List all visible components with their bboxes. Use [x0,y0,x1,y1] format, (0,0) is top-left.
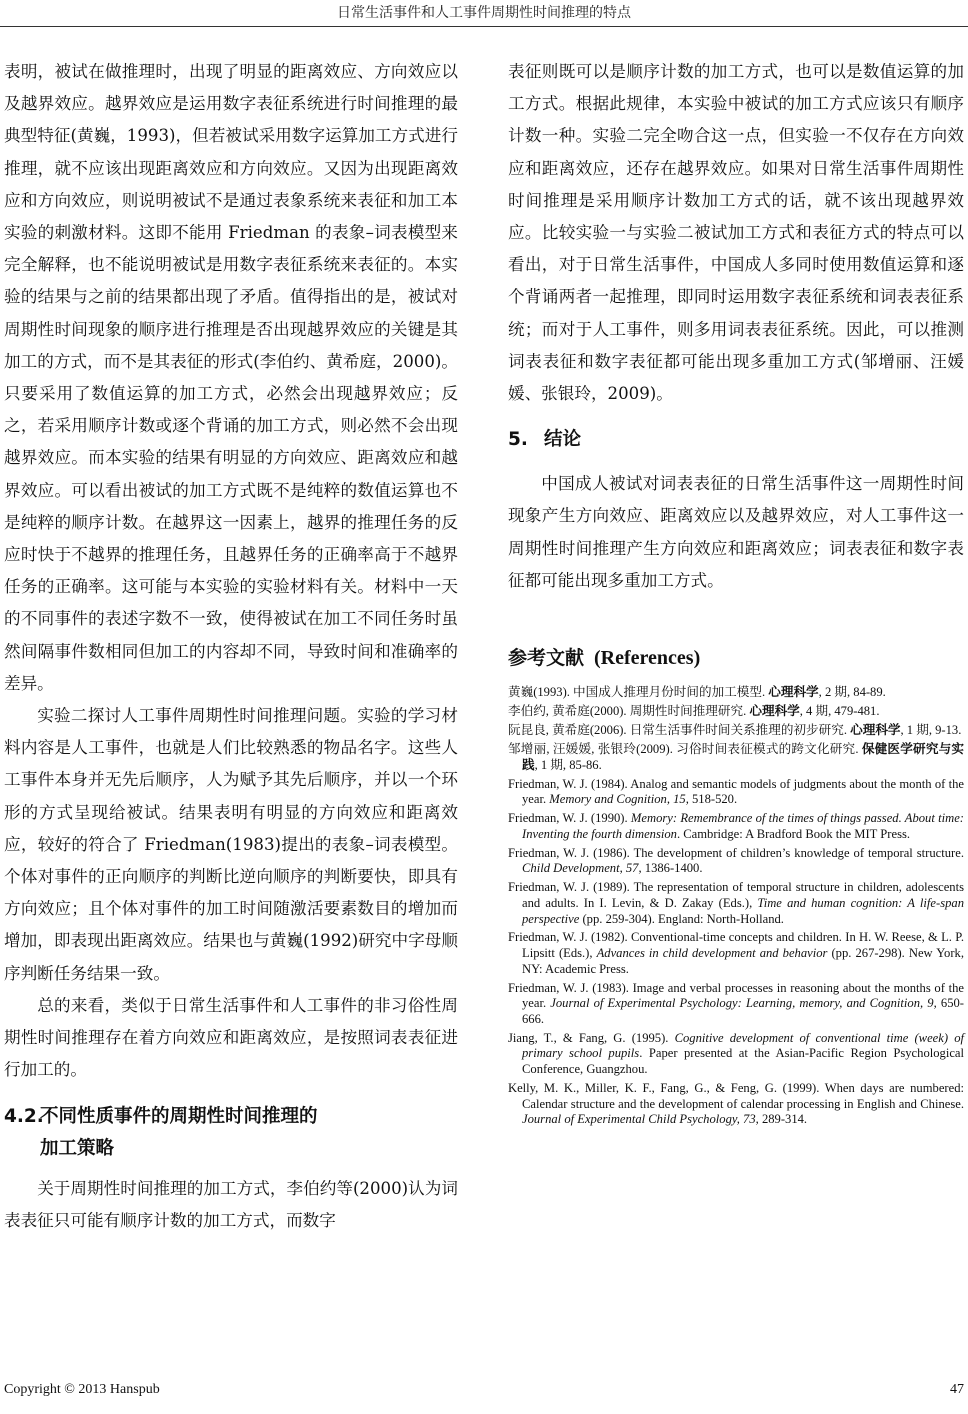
reference-item [508,777,964,808]
paragraph: 实验二探讨人工事件周期性时间推理问题。实验的学习材料内容是人工事件，也就是人们比较熟悉的物品名字。这些人工事件本身并无先后顺序，人为赋予其先后顺序，并以一个环形的方式呈现给被试。结果表明有明显的方向效应和距离效应，较好的符合了 Friedman(1983)提出的表象–词表模型。个体对事件的正向顺序的判断比逆向顺序的判断要快，即具有方向效应；且个体对事件的加工时间随激活要素数目的增加而增加，即表现出距离效应。结果也与黄巍(1992)研究中字母顺序判断任务结果一致。 [4,706,458,983]
reference-bold: 保健医学研究与实践 [522,742,964,772]
reference-item [508,880,964,927]
reference-pre: Kelly, M. K., Miller, K. F., Fang, G., & Feng, G. (1999). When days are numbered: Calendar structure and the development of calendar processing in English and Chinese. [508,1081,964,1111]
reference-pre: Friedman, W. J. (1989). The representation of temporal structure in children, adolescents and adults. In I. Levin, & D. Zakay (Eds.), [508,880,964,910]
reference-item [508,1081,964,1128]
conclusion-title: 结论 [544,429,582,451]
reference-item [508,930,964,977]
reference-bold: 心理科学 [749,704,800,719]
reference-pre: 李伯约, 黄希庭(2000). 周期性时间推理研究. [508,704,750,719]
reference-item [508,981,964,1028]
reference-ital: Time and human cognition: A life-span perspective [522,895,965,926]
reference-list [508,685,964,1128]
reference-pre: Friedman, W. J. (1990). [508,811,631,826]
reference-post: , 1 期, 9-13. [900,723,962,738]
copyright: Copyright © 2013 Hanspub [4,1382,160,1397]
section-title-line1: 不同性质事件的周期性时间推理的 [40,1105,318,1127]
conclusion-number: 5. [508,429,528,451]
reference-pre: Friedman, W. J. (1986). The development of children’s knowledge of temporal structure. [508,845,964,860]
reference-item [508,742,964,773]
reference-ital: Memory: Remembrance of the times of things passed. About time: Inventing the fourth dimension [522,811,964,841]
references-title-cn: 参考文献 [508,647,585,670]
references-title-en: (References) [594,647,701,670]
section-heading [4,1101,458,1165]
reference-post: 289-314. [758,1112,808,1127]
page-number: 47 [950,1382,964,1397]
reference-post: , 2 期, 84-89. [818,685,886,700]
reference-ital: Cognitive development of conventional time (week) of primary school pupils [522,1030,964,1061]
left-column [4,56,458,1237]
reference-post: , 1 期, 85-86. [534,757,602,772]
reference-post: , 4 期, 479-481. [799,704,880,719]
reference-item [508,685,964,701]
paragraph: 中国成人被试对词表表征的日常生活事件这一周期性时间现象产生方向效应、距离效应以及越界效应，对人工事件这一周期性时间推理产生方向效应和距离效应；词表表征和数字表征都可能出现多重加工方式。 [508,474,964,590]
reference-item [508,723,964,739]
reference-post: . Cambridge: A Bradford Book the MIT Press. [676,826,911,841]
right-column [508,56,964,1131]
references-heading [508,643,964,673]
paragraph: 表征则既可以是顺序计数的加工方式，也可以是数值运算的加工方式。根据此规律，本实验中被试的加工方式应该只有顺序计数一种。实验二完全吻合这一点，但实验一不仅存在方向效应和距离效应，还存在越界效应。如果对日常生活事件周期性时间推理是采用顺序计数加工方式的话，就不该出现越界效应。比较实验一与实验二被试加工方式和表征方式的特点可以看出，对于日常生活事件，中国成人多同时使用数值运算和逐个背诵两者一起推理，即同时运用数字表征系统和词表表征系统；而对于人工事件，则多用词表表征系统。因此，可以推测词表表征和数字表征都可能出现多重加工方式(邹增丽、汪媛媛、张银玲，2009)。 [508,62,964,404]
reference-bold: 心理科学 [768,685,819,700]
paragraph: 总的来看，类似于日常生活事件和人工事件的非习俗性周期性时间推理存在着方向效应和距离效应，是按照词表表征进行加工的。 [4,995,458,1080]
reference-post: 518-520. [688,792,738,807]
paragraph: 关于周期性时间推理的加工方式，李伯约等(2000)认为词表表征只可能有顺序计数的加工方式，而数字 [4,1178,458,1230]
reference-item [508,811,964,842]
paragraph: 表明，被试在做推理时，出现了明显的距离效应、方向效应以及越界效应。越界效应是运用数字表征系统进行时间推理的最典型特征(黄巍，1993)，但若被试采用数字运算加工方式进行推理，就不应该出现距离效应和方向效应。又因为出现距离效应和方向效应，则说明被试不是通过表象系统来表征和加工本实验的刺激材料。这即不能用 Friedman 的表象–词表模型来完全解释，也不能说明被试是用数字表征系统来表征的。本实验的结果与之前的结果都出现了矛盾。值得指出的是，被试对周期性时间现象的顺序进行推理是否出现越界效应的关键是其加工的方式，而不是其表征的形式(李伯约、黄希庭，2000)。只要采用了数值运算的加工方式，必然会出现越界效应；反之，若采用顺序计数或逐个背诵的加工方式，则必然不会出现越界效应。而本实验的结果有明显的方向效应、距离效应和越界效应。可以看出被试的加工方式既不是纯粹的数值运算也不是纯粹的顺序计数。在越界这一因素上，越界的推理任务的反应时快于不越界的推理任务，且越界任务的正确率高于不越界任务的正确率。这可能与本实验的实验材料有关。材料中一天的不同事件的表述字数不一致，使得被试在加工不同任务时虽然间隔事件数相同但加工的内容却不同，导致时间和准确率的差异。 [4,62,458,693]
section-title-line2: 加工策略 [40,1137,115,1159]
section-number: 4.2. [4,1105,44,1127]
reference-pre: 黄巍(1993). 中国成人推理月份时间的加工模型. [508,685,769,700]
reference-post: (pp. 267-298). New York, NY: Academic Press. [522,946,964,976]
reference-ital: Memory and Cognition, 15, [549,792,689,807]
reference-post: 1386-1400. [641,861,703,876]
reference-item [508,704,964,720]
reference-bold: 心理科学 [850,723,901,738]
reference-ital: Journal of Experimental Psychology: Learning, memory, and Cognition, 9, [550,996,937,1011]
reference-ital: Child Development, 57, [522,861,642,876]
reference-post: . Paper presented at the Asian-Pacific Region Psychological Conference, Guangzhou. [522,1046,965,1077]
reference-post: 650-666. [522,996,965,1026]
reference-pre: Friedman, W. J. (1983). Image and verbal processes in reasoning about the months of the year. [508,980,964,1011]
reference-post: (pp. 259-304). England: North-Holland. [579,911,784,926]
reference-item [508,846,964,877]
conclusion-heading [508,424,964,456]
reference-pre: Jiang, T., & Fang, G. (1995). [508,1030,675,1045]
reference-pre: Friedman, W. J. (1982). Conventional-time concepts and children. In H. W. Reese, & L. P. Lipsitt (Eds.), [508,930,964,961]
reference-ital: Journal of Experimental Child Psychology, 73, [522,1112,759,1127]
running-header: 日常生活事件和人工事件周期性时间推理的特点 [337,5,631,21]
reference-pre: 邹增丽, 汪媛媛, 张银玲(2009). 习俗时间表征模式的跨文化研究. [508,742,862,756]
reference-pre: Friedman, W. J. (1984). Analog and semantic models of judgments about the month of the year. [508,776,964,807]
reference-item [508,1031,964,1078]
reference-ital: Advances in child development and behavior [596,946,828,961]
page-footer [4,1382,964,1398]
reference-pre: 阮昆良, 黄希庭(2006). 日常生活事件时间关系推理的初步研究. [508,723,851,738]
header-rule [0,26,968,27]
